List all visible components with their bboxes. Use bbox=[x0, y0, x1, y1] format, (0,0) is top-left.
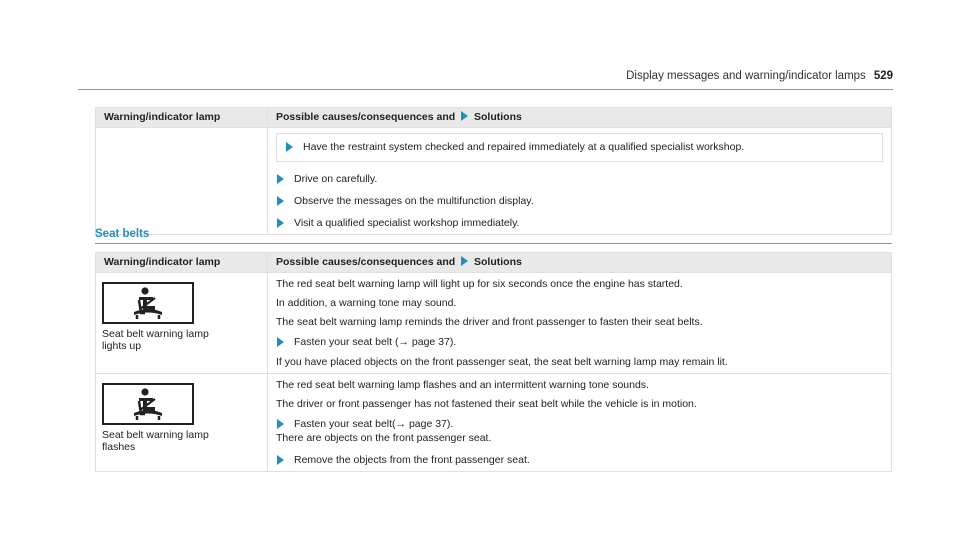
bullet-arrow-icon bbox=[286, 142, 293, 152]
instruction-text: Visit a qualified specialist workshop immediately. bbox=[294, 217, 520, 229]
list-item bbox=[276, 216, 883, 230]
cause-text: The seat belt warning lamp reminds the driver and front passenger to fasten their seat belts. bbox=[276, 316, 703, 328]
cause-text: The red seat belt warning lamp flashes and an intermittent warning tone sounds. bbox=[276, 379, 649, 391]
list-item bbox=[276, 453, 883, 467]
col-header-lamp: Warning/indicator lamp bbox=[96, 108, 268, 128]
col-header-solutions-text: Solutions bbox=[474, 256, 522, 268]
table-header-row bbox=[96, 253, 892, 273]
cause-text: If you have placed objects on the front passenger seat, the seat belt warning lamp may remain lit. bbox=[276, 356, 728, 368]
instruction-text: Fasten your seat belt(→ page 37). bbox=[294, 418, 454, 430]
col-header-lamp: Warning/indicator lamp bbox=[96, 253, 268, 273]
bullet-arrow-icon bbox=[277, 218, 284, 228]
lamp-caption bbox=[102, 429, 261, 453]
list-item bbox=[276, 172, 883, 186]
causes-cell bbox=[268, 128, 892, 235]
table-header-row bbox=[96, 108, 892, 128]
section-title: Seat belts bbox=[95, 228, 150, 240]
list-item bbox=[285, 140, 874, 154]
instruction-text: Drive on carefully. bbox=[294, 173, 378, 185]
table-row bbox=[96, 273, 892, 374]
list-item bbox=[276, 335, 883, 349]
table-row bbox=[96, 128, 892, 235]
solutions-arrow-icon bbox=[461, 256, 468, 266]
cause-text: In addition, a warning tone may sound. bbox=[276, 297, 457, 309]
instruction-text: Observe the messages on the multifunction display. bbox=[294, 195, 534, 207]
causes-cell bbox=[268, 374, 892, 472]
causes-cell bbox=[268, 273, 892, 374]
lamp-cell bbox=[96, 273, 268, 374]
col-header-causes-text: Possible causes/consequences and bbox=[276, 111, 456, 123]
lamp-caption-line: lights up bbox=[102, 340, 142, 352]
warning-table-seat-belts bbox=[95, 252, 892, 472]
solutions-arrow-icon bbox=[461, 111, 468, 121]
list-item bbox=[276, 417, 883, 431]
running-head-title: Display messages and warning/indicator lamps bbox=[626, 70, 866, 82]
warning-table-restraint bbox=[95, 107, 892, 235]
bullet-arrow-icon bbox=[277, 337, 284, 347]
bullet-arrow-icon bbox=[277, 196, 284, 206]
lamp-caption bbox=[102, 328, 261, 352]
lamp-caption-line: Seat belt warning lamp bbox=[102, 429, 209, 441]
header-rule bbox=[78, 89, 893, 90]
lamp-cell-empty bbox=[96, 128, 268, 235]
col-header-causes-text: Possible causes/consequences and bbox=[276, 256, 456, 268]
lamp-caption-line: flashes bbox=[102, 441, 136, 453]
seat-belt-icon bbox=[102, 383, 194, 425]
running-head bbox=[626, 70, 893, 82]
table-row bbox=[96, 374, 892, 472]
cause-text: There are objects on the front passenger seat. bbox=[276, 432, 492, 444]
section-rule bbox=[95, 243, 892, 244]
page-number: 529 bbox=[873, 70, 893, 82]
cause-text: The driver or front passenger has not fastened their seat belt while the vehicle is in motion. bbox=[276, 398, 697, 410]
instruction-text: Fasten your seat belt (→ page 37). bbox=[294, 336, 457, 348]
bullet-arrow-icon bbox=[277, 174, 284, 184]
cause-text: The red seat belt warning lamp will light up for six seconds once the engine has started. bbox=[276, 278, 683, 290]
list-item bbox=[276, 194, 883, 208]
instruction-text: Remove the objects from the front passenger seat. bbox=[294, 454, 530, 466]
lamp-caption-line: Seat belt warning lamp bbox=[102, 328, 209, 340]
bullet-arrow-icon bbox=[277, 419, 284, 429]
col-header-causes bbox=[268, 253, 892, 273]
boxed-instruction bbox=[276, 133, 883, 162]
bullet-arrow-icon bbox=[277, 455, 284, 465]
instruction-text: Have the restraint system checked and repaired immediately at a qualified specialist workshop. bbox=[303, 141, 745, 153]
col-header-solutions-text: Solutions bbox=[474, 111, 522, 123]
seat-belt-icon bbox=[102, 282, 194, 324]
col-header-causes bbox=[268, 108, 892, 128]
lamp-cell bbox=[96, 374, 268, 472]
